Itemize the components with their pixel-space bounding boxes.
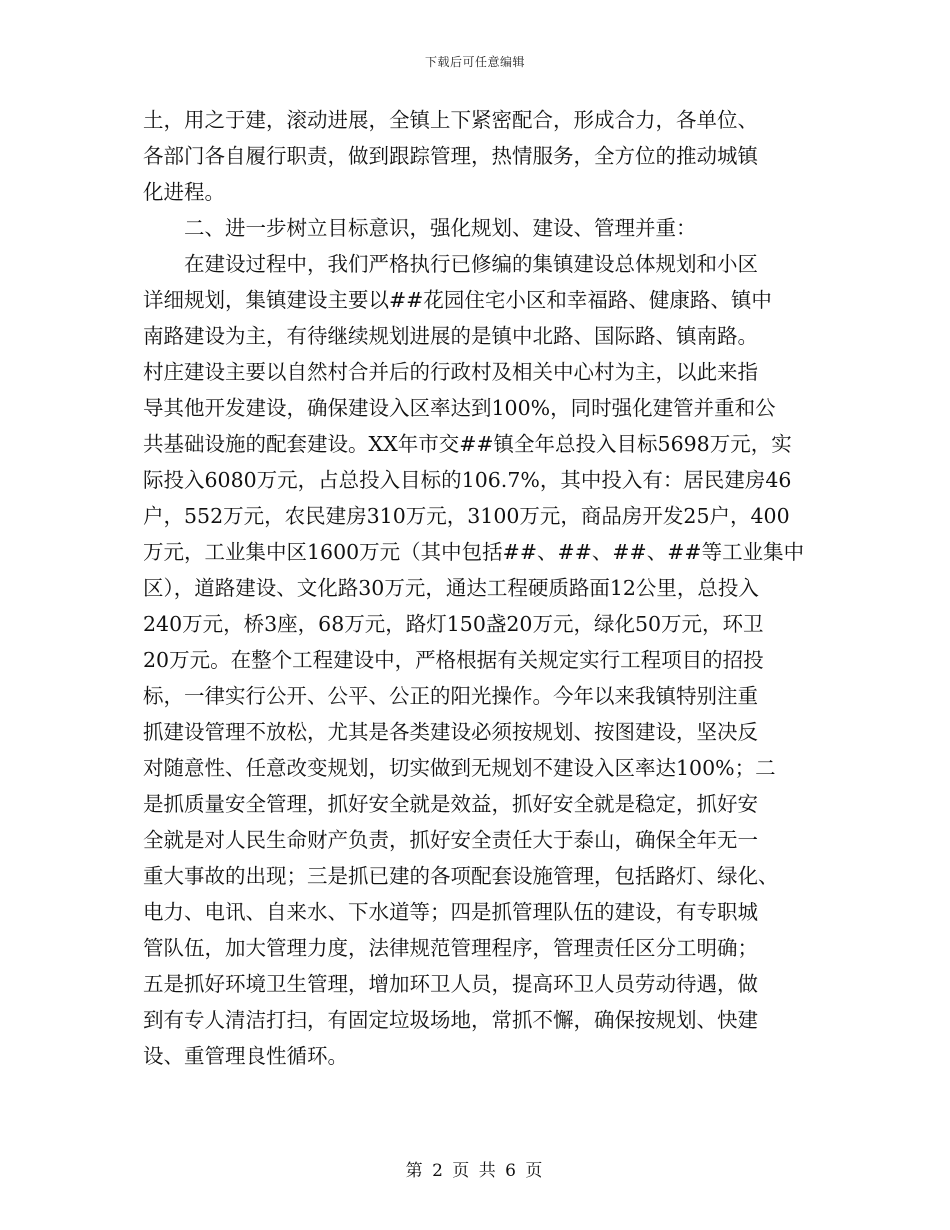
text-line: 20万元。在整个工程建设中，严格根据有关规定实行工程项目的招投 (143, 648, 764, 672)
text-line: 际投入6080万元，占总投入目标的106.7%，其中投入有：居民建房46 (143, 468, 792, 492)
text-line: 万元，工业集中区1600万元（其中包括##、##、##、##等工业集中 (143, 540, 805, 564)
text-line: 南路建设为主，有待继续规划进展的是镇中北路、国际路、镇南路。 (143, 324, 758, 348)
text-line: 详细规划，集镇建设主要以##花园住宅小区和幸福路、健康路、镇中 (143, 288, 772, 312)
text-line: 240万元，桥3座，68万元，路灯150盏20万元，绿化50万元，环卫 (143, 612, 764, 636)
page-number: 第 2 页 共 6 页 (405, 1161, 545, 1181)
text-line: 重大事故的出现；三是抓已建的各项配套设施管理，包括路灯、绿化、 (143, 864, 779, 888)
text-line: 各部门各自履行职责，做到跟踪管理，热情服务，全方位的推动城镇 (143, 144, 758, 168)
text-line: 在建设过程中，我们严格执行已修编的集镇建设总体规划和小区 (184, 252, 758, 276)
text-line: 导其他开发建设，确保建设入区率达到100%，同时强化建管并重和公 (143, 396, 776, 420)
page-header: 下载后可任意编辑 (424, 55, 525, 69)
text-line: 到有专人清洁打扫，有固定垃圾场地，常抓不懈，确保按规划、快建 (143, 1008, 758, 1032)
text-line: 区），道路建设、文化路30万元，通达工程硬质路面12公里，总投入 (143, 576, 759, 600)
text-line: 化进程。 (143, 180, 225, 204)
text-line: 村庄建设主要以自然村合并后的行政村及相关中心村为主，以此来指 (143, 360, 758, 384)
text-line: 共基础设施的配套建设。XX年市交##镇全年总投入目标5698万元，实 (143, 432, 792, 456)
text-line: 抓建设管理不放松，尤其是各类建设必须按规划、按图建设，坚决反 (143, 720, 758, 744)
text-line: 二、进一步树立目标意识，强化规划、建设、管理并重： (184, 216, 697, 240)
text-line: 五是抓好环境卫生管理，增加环卫人员，提高环卫人员劳动待遇，做 (143, 972, 758, 996)
text-line: 土，用之于建，滚动进展，全镇上下紧密配合，形成合力，各单位、 (143, 108, 758, 132)
text-line: 设、重管理良性循环。 (143, 1044, 348, 1068)
text-line: 电力、电讯、自来水、下水道等；四是抓管理队伍的建设，有专职城 (143, 900, 758, 924)
text-line: 对随意性、任意改变规划，切实做到无规划不建设入区率达100%；二 (143, 756, 776, 780)
text-line: 管队伍，加大管理力度，法律规范管理程序，管理责任区分工明确； (143, 936, 758, 960)
text-line: 户，552万元，农民建房310万元，3100万元，商品房开发25户，400 (143, 504, 790, 528)
document-body (143, 102, 811, 1074)
text-line: 是抓质量安全管理，抓好安全就是效益，抓好安全就是稳定，抓好安 (143, 792, 758, 816)
text-line: 标，一律实行公开、公平、公正的阳光操作。今年以来我镇特别注重 (143, 684, 758, 708)
text-line: 全就是对人民生命财产负责，抓好安全责任大于泰山，确保全年无一 (143, 828, 758, 852)
